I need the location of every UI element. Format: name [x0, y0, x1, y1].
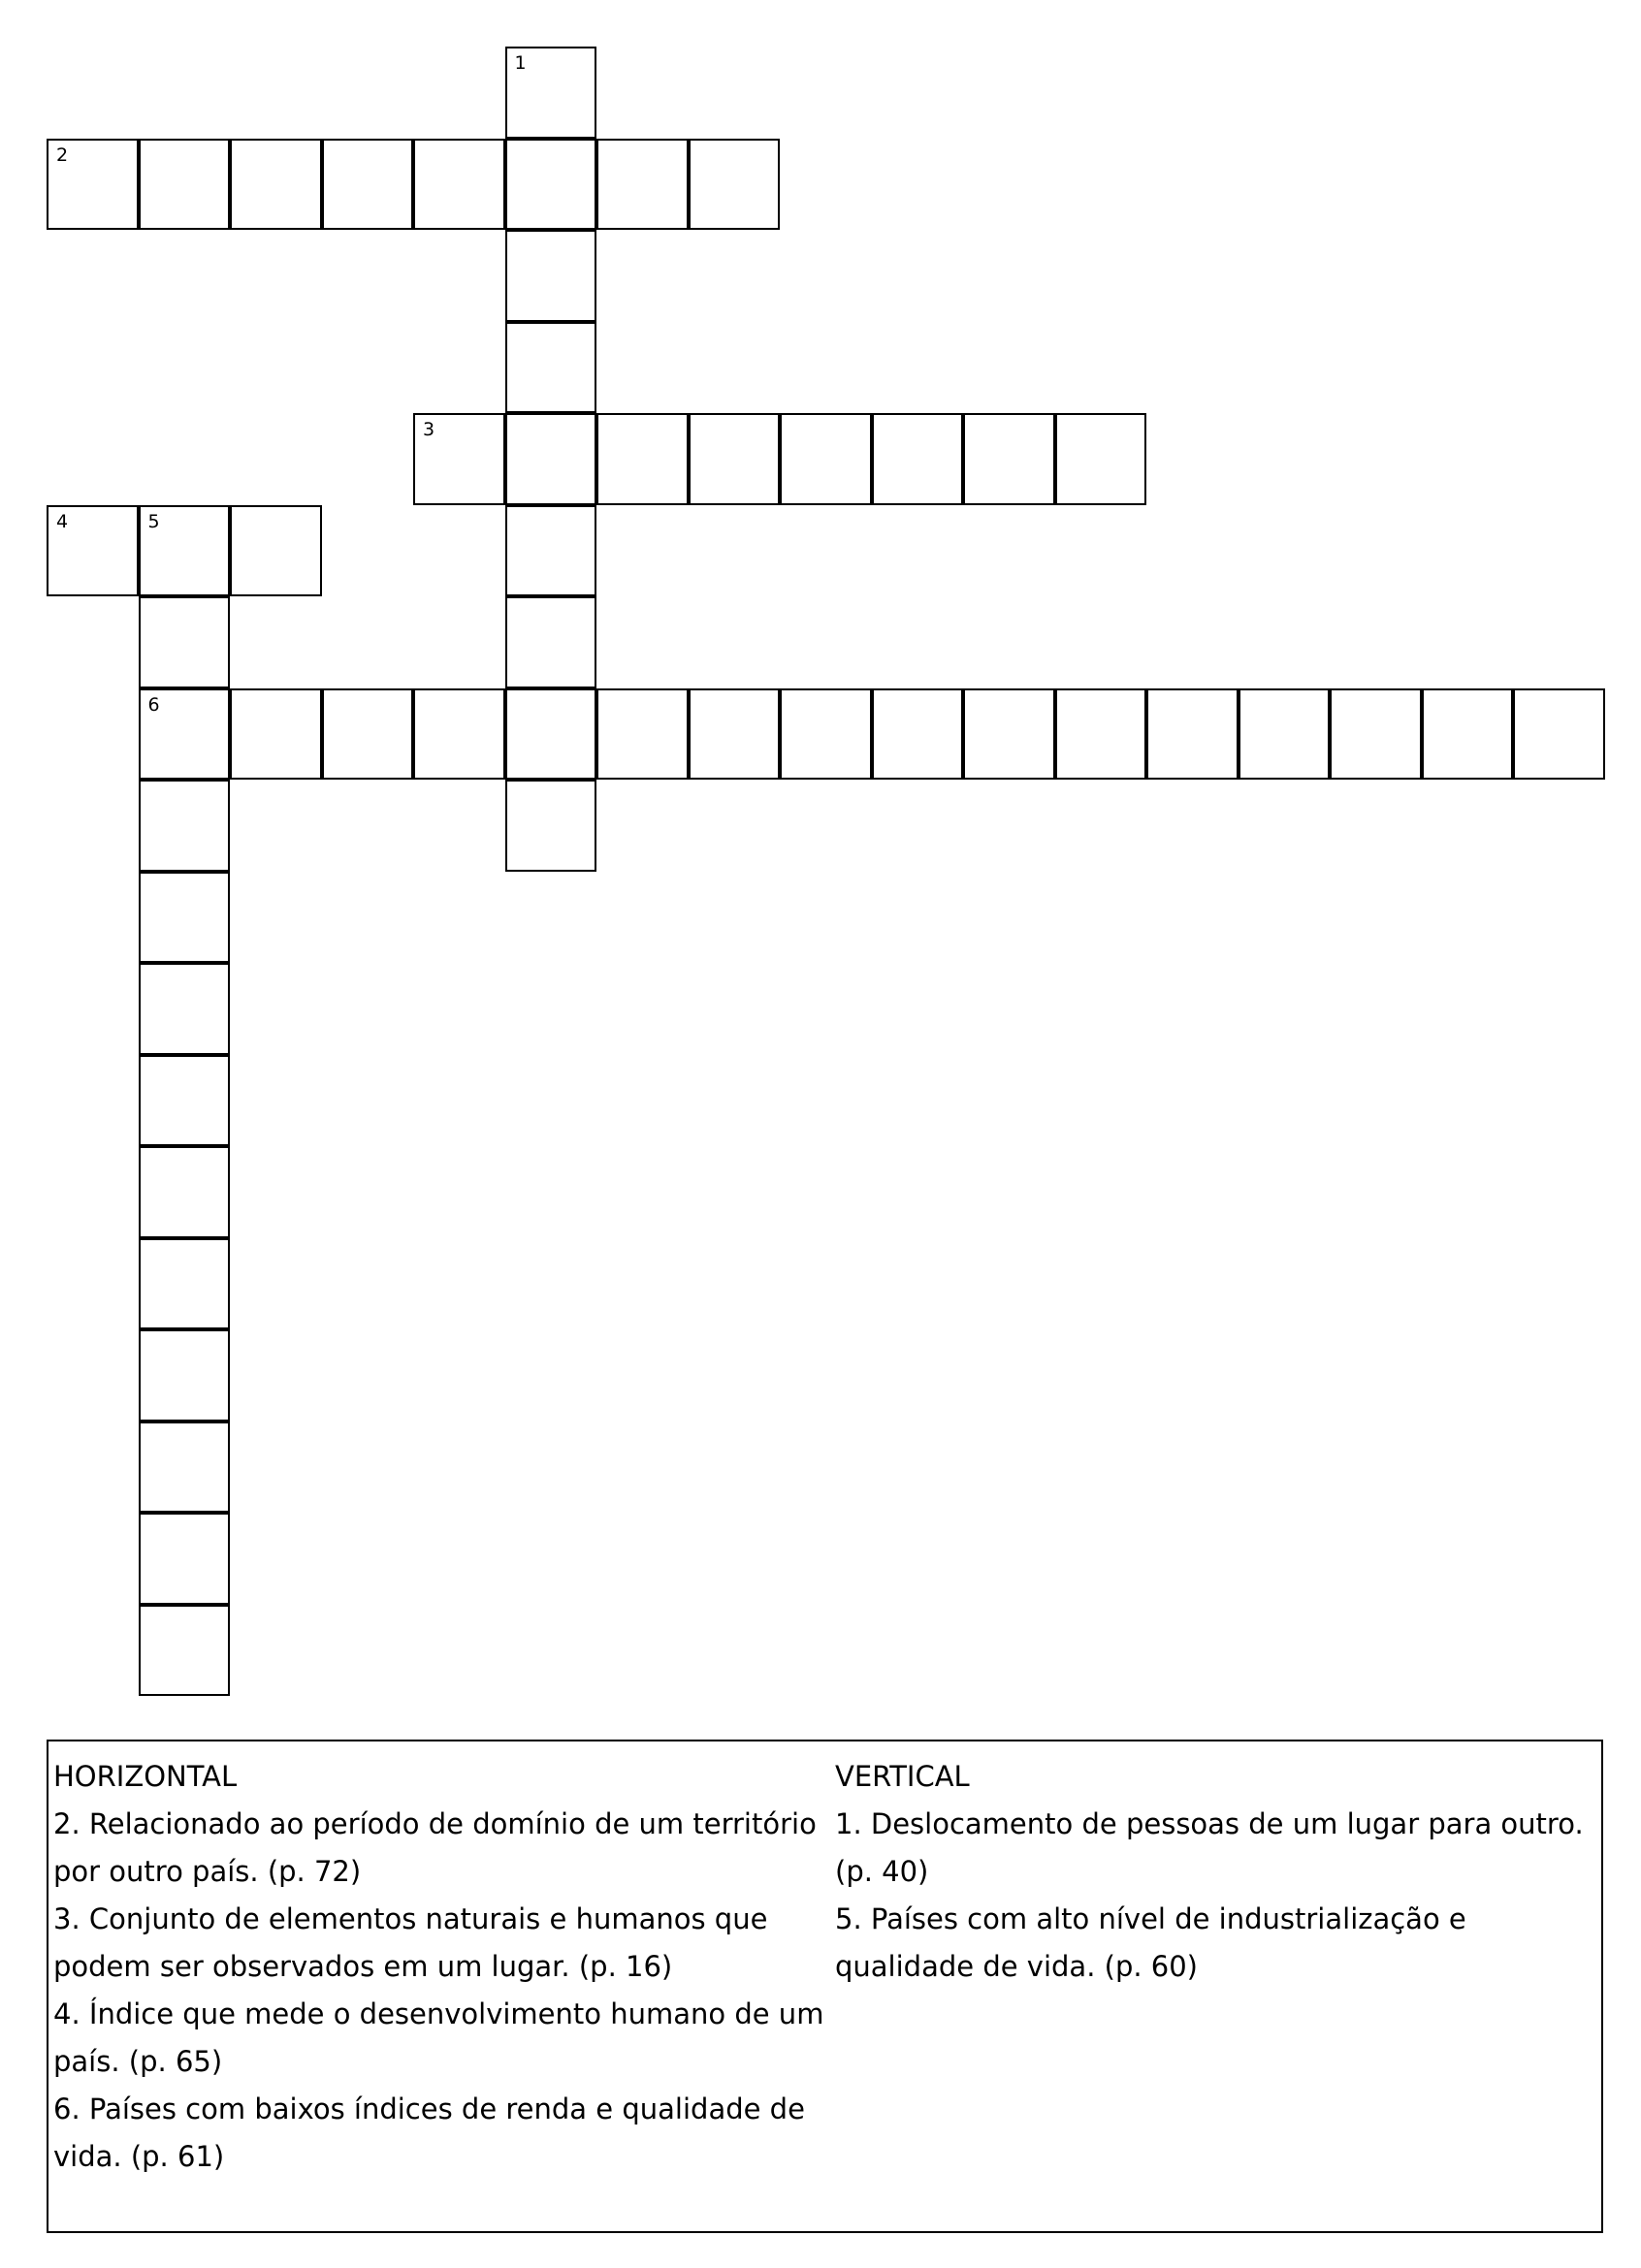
clue-across-6: 6. Países com baixos índices de renda e qualidade de vida. (p. 61) [53, 2092, 805, 2173]
crossword-cell[interactable] [413, 139, 505, 231]
crossword-cell[interactable] [139, 1605, 231, 1697]
clue-down-1: 1. Deslocamento de pessoas de um lugar para outro. (p. 40) [835, 1807, 1584, 1888]
crossword-cell[interactable] [505, 230, 597, 322]
clue-number: 5 [147, 510, 160, 532]
crossword-cell[interactable] [139, 596, 231, 688]
crossword-cell[interactable] [689, 139, 781, 231]
crossword-cell[interactable] [139, 1055, 231, 1147]
crossword-cell[interactable] [230, 139, 322, 231]
crossword-cell[interactable] [596, 688, 689, 781]
vertical-clues [835, 1753, 1601, 1991]
crossword-cell[interactable] [780, 688, 872, 781]
clue-number: 4 [56, 510, 69, 532]
clue-across-2: 2. Relacionado ao período de domínio de um território por outro país. (p. 72) [53, 1807, 817, 1888]
clues-box [47, 1740, 1603, 2233]
crossword-cell[interactable] [139, 139, 231, 231]
crossword-cell[interactable] [872, 688, 964, 781]
crossword-cell[interactable] [139, 780, 231, 872]
crossword-cell[interactable] [1239, 688, 1331, 781]
crossword-cell[interactable] [1330, 688, 1422, 781]
crossword-cell[interactable] [139, 1513, 231, 1605]
crossword-cell[interactable] [47, 139, 139, 231]
clue-down-5: 5. Países com alto nível de industrialização e qualidade de vida. (p. 60) [835, 1902, 1466, 1983]
crossword-cell[interactable] [963, 413, 1055, 505]
crossword-cell[interactable] [139, 1238, 231, 1330]
clue-across-4: 4. Índice que mede o desenvolvimento humano de um país. (p. 65) [53, 1997, 824, 2078]
crossword-cell[interactable] [505, 688, 597, 781]
clue-number: 3 [423, 419, 435, 440]
crossword-cell[interactable] [139, 872, 231, 964]
crossword-cell[interactable] [139, 1146, 231, 1238]
vertical-title: VERTICAL [835, 1760, 970, 1793]
clue-across-3: 3. Conjunto de elementos naturais e humanos que podem ser observados em um lugar. (p. 16) [53, 1902, 768, 1983]
crossword-cell[interactable] [139, 505, 231, 597]
horizontal-title: HORIZONTAL [53, 1760, 238, 1793]
crossword-cell[interactable] [1146, 688, 1239, 781]
crossword-cell[interactable] [780, 413, 872, 505]
crossword-cell[interactable] [47, 505, 139, 597]
crossword-cell[interactable] [505, 596, 597, 688]
crossword-cell[interactable] [1513, 688, 1605, 781]
crossword-cell[interactable] [322, 139, 414, 231]
crossword-cell[interactable] [413, 688, 505, 781]
crossword-cell[interactable] [1055, 413, 1147, 505]
crossword-cell[interactable] [1055, 688, 1147, 781]
crossword-cell[interactable] [689, 688, 781, 781]
crossword-cell[interactable] [505, 505, 597, 597]
crossword-cell[interactable] [872, 413, 964, 505]
horizontal-clues [53, 1753, 829, 2181]
crossword-cell[interactable] [505, 47, 597, 139]
crossword-cell[interactable] [596, 139, 689, 231]
crossword-cell[interactable] [689, 413, 781, 505]
crossword-cell[interactable] [1422, 688, 1514, 781]
crossword-cell[interactable] [505, 139, 597, 231]
clue-number: 1 [514, 52, 527, 74]
crossword-cell[interactable] [322, 688, 414, 781]
crossword-cell[interactable] [139, 1421, 231, 1514]
clue-number: 2 [56, 144, 69, 166]
crossword-cell[interactable] [139, 688, 231, 781]
crossword-cell[interactable] [139, 963, 231, 1055]
crossword-cell[interactable] [413, 413, 505, 505]
clue-number: 6 [147, 693, 160, 716]
crossword-cell[interactable] [505, 322, 597, 414]
crossword-cell[interactable] [230, 688, 322, 781]
crossword-cell[interactable] [596, 413, 689, 505]
crossword-cell[interactable] [505, 413, 597, 505]
crossword-cell[interactable] [230, 505, 322, 597]
crossword-cell[interactable] [505, 780, 597, 872]
crossword-cell[interactable] [139, 1329, 231, 1421]
crossword-cell[interactable] [963, 688, 1055, 781]
